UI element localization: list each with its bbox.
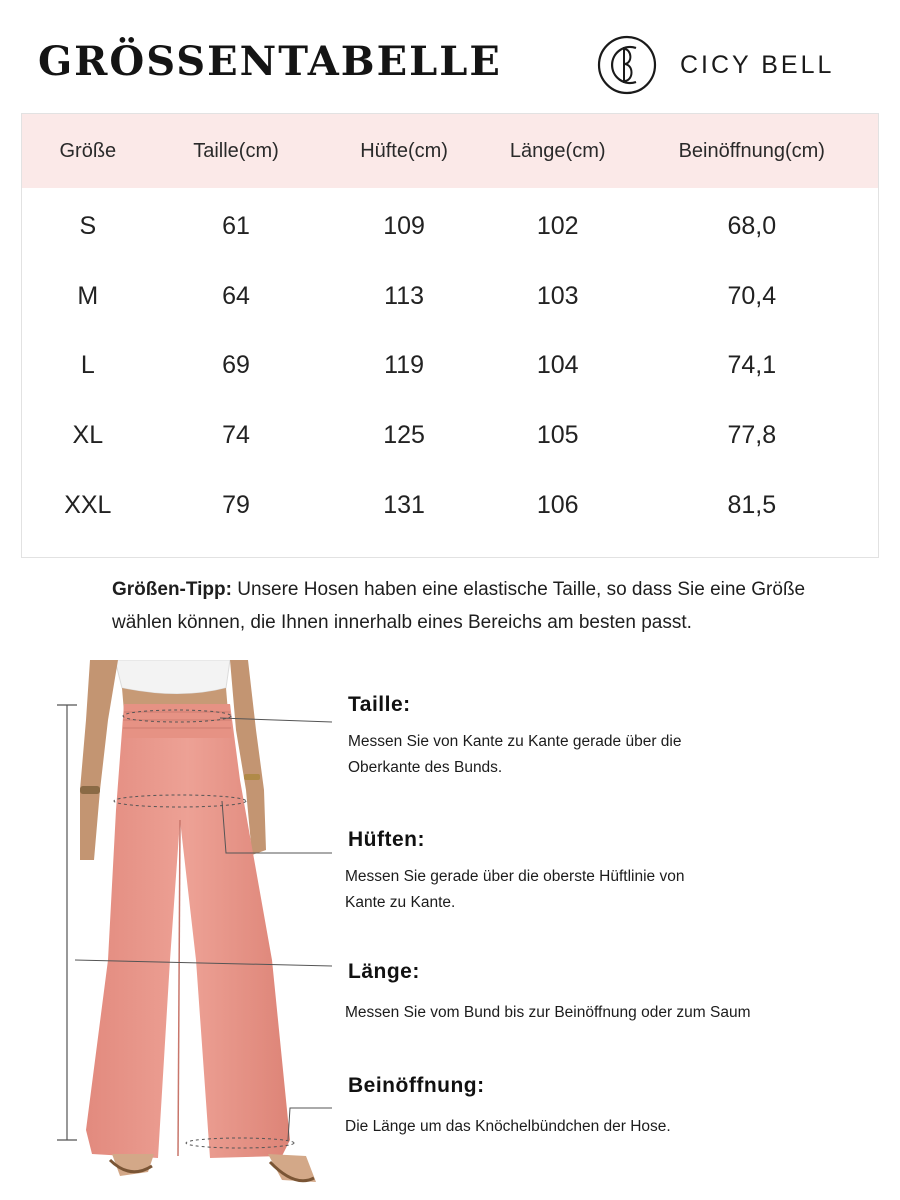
table-row [22, 401, 878, 471]
leg-opening-cell: 68,0 [727, 212, 777, 241]
hip-cell: 119 [384, 351, 425, 380]
waist-cell: 64 [222, 281, 250, 310]
header-length: Länge(cm) [509, 139, 606, 162]
leg-opening-cell: 74,1 [727, 351, 777, 380]
measure-hips [345, 828, 685, 916]
table-row [22, 192, 878, 262]
waist-cell: 74 [222, 421, 250, 450]
size-cell: S [79, 212, 97, 241]
size-cell: XXL [64, 490, 112, 519]
measure-length [345, 960, 751, 1026]
header-size: Größe [59, 139, 117, 162]
brand-logo-icon [596, 34, 658, 96]
size-tip [112, 573, 852, 639]
size-cell: L [80, 351, 95, 380]
hip-cell: 131 [383, 490, 425, 519]
header-waist: Taille(cm) [193, 139, 279, 162]
model-photo [50, 660, 350, 1200]
size-cell: XL [72, 421, 104, 450]
waist-cell: 61 [222, 212, 250, 241]
hip-cell: 109 [383, 212, 425, 241]
measure-leg-opening-title: Beinöffnung: [348, 1074, 485, 1097]
length-cell: 106 [536, 490, 579, 519]
length-cell: 104 [536, 351, 579, 380]
table-row [22, 262, 878, 332]
brand-name: CICY BELL [680, 50, 835, 79]
measure-hips-desc-line1: Messen Sie gerade über die oberste Hüftlinie von [345, 868, 685, 885]
measure-leg-opening-desc [345, 1114, 671, 1140]
length-cell: 103 [536, 281, 579, 310]
table-row [22, 470, 878, 540]
leg-opening-cell: 81,5 [727, 490, 777, 519]
measure-hips-desc [345, 864, 684, 916]
measure-length-desc [345, 1000, 751, 1026]
size-tip-text: Unsere Hosen haben eine elastische Taille, so dass Sie eine Größe wählen können, die Ihnen innerhalb eines Bereichs am besten passt. [112, 579, 806, 633]
measure-waist [348, 693, 681, 781]
size-tip-label: Größen-Tipp: [112, 579, 232, 600]
size-cell: M [77, 281, 99, 310]
length-cell: 102 [536, 212, 579, 241]
leg-opening-cell: 77,8 [727, 421, 777, 450]
measure-length-title: Länge: [348, 960, 420, 983]
measure-waist-desc [348, 729, 681, 781]
brand [596, 34, 834, 96]
length-cell: 105 [536, 421, 579, 450]
header-hip: Hüfte(cm) [360, 139, 448, 162]
measure-length-desc-line1: Messen Sie vom Bund bis zur Beinöffnung oder zum Saum [345, 1004, 751, 1021]
size-table [21, 113, 879, 558]
measure-waist-desc-line1: Messen Sie von Kante zu Kante gerade über die [348, 733, 682, 750]
measure-hips-desc-line2: Kante zu Kante. [345, 894, 456, 911]
measure-hips-title: Hüften: [348, 828, 425, 851]
waist-cell: 69 [222, 351, 250, 380]
measure-waist-desc-line2: Oberkante des Bunds. [348, 759, 503, 776]
measure-waist-title: Taille: [348, 693, 411, 716]
leg-opening-cell: 70,4 [727, 281, 777, 310]
table-header [22, 114, 878, 188]
hip-cell: 113 [384, 281, 425, 310]
header-leg-opening: Beinöffnung(cm) [678, 139, 825, 162]
page-title: GRÖSSENTABELLE [38, 38, 502, 85]
measure-leg-opening-desc-line1: Die Länge um das Knöchelbündchen der Hose. [345, 1118, 671, 1135]
table-row [22, 331, 878, 401]
hip-cell: 125 [383, 421, 425, 450]
table-body [22, 188, 878, 540]
waist-cell: 79 [222, 490, 250, 519]
measure-leg-opening [345, 1074, 671, 1140]
